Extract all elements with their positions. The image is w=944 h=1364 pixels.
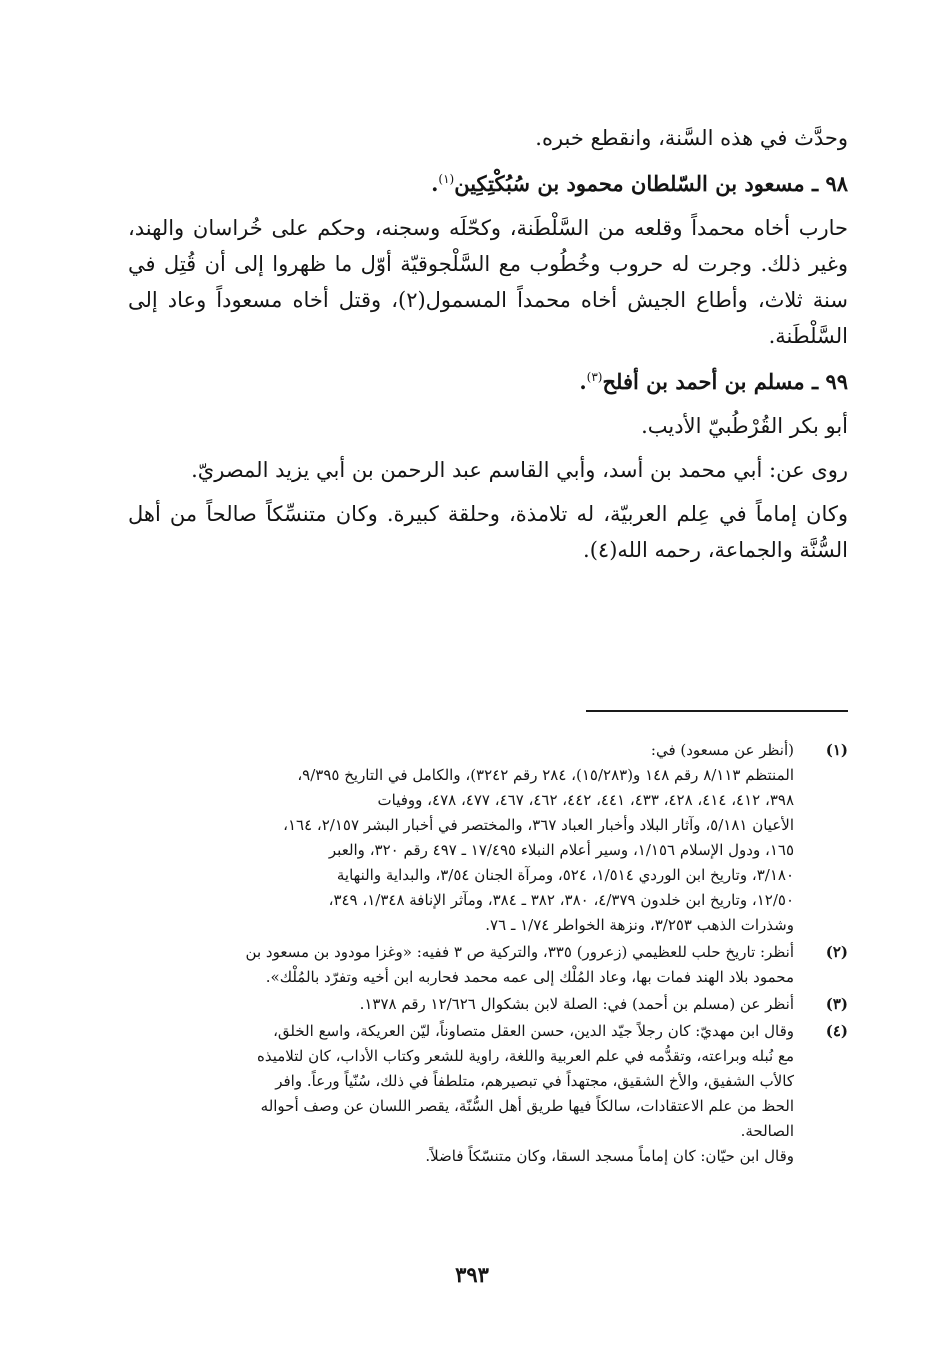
- entry-99-paragraph-3: وكان إماماً في عِلم العربيّة، له تلامذة، وحلقة كبيرة. وكان متنسِّكاً صالحاً من أهل السُّنَّة والجماعة، رحمه الله(٤).: [128, 502, 848, 562]
- footnote-line: الحظ من علم الاعتقادات، سالكاً فيها طريق أهل السُّنّة، يقصر اللسان عن وصف أحواله: [260, 1097, 794, 1115]
- footnote-1: [128, 738, 848, 938]
- main-text: [128, 120, 848, 576]
- footnote-number: (٣): [825, 995, 848, 1013]
- footnotes: [128, 738, 848, 1171]
- footnote-line: مع نُبله وبراعته، وتقدُّمه في علم العربية واللغة، راوية للشعر وكتاب الأداب، كان لتلاميذه: [256, 1047, 794, 1065]
- footnote-line: وقال ابن حيّان: كان إماماً مسجد السقا، وكان متنسّكاً فاضلاً.: [425, 1147, 794, 1165]
- footnote-line: كالأب الشفيق، والأخ الشقيق، مجتهداً في تبصيرهم، متلطفاً في ذلك، سُنّياً ورعاً. وافر: [275, 1072, 794, 1090]
- footnote-body: [128, 940, 794, 990]
- entry-98-paragraph: حارب أخاه محمداً وقلعه من السَّلْطَنة، وكحّلَه وسجنه، وحكم على خُراسان والهند، وغير ذلك. وجرت له حروب وخُطُوب مع السَّلْجوقيّة أوّل ما ظهروا إلى أن قُتِل في سنة ثلاث، وأطاع الجيش أخاه محمداً المسمول(٢)، وقتل أخاه مسعوداً وعاد إلى السَّلْطَنة.: [128, 216, 848, 348]
- opening-line: وحدَّث في هذه السَّنة، وانقطع خبره.: [535, 126, 848, 150]
- entry-98-title-text: ٩٨ ـ مسعود بن السّلطان محمود بن سُبُكْتِكِين: [454, 171, 848, 196]
- footnote-number: (٤): [825, 1022, 848, 1040]
- footnote-2: [128, 940, 848, 990]
- footnote-body: [128, 738, 794, 938]
- footnote-body: [128, 992, 794, 1017]
- entry-98-note-ref: (١): [438, 172, 455, 186]
- entry-99-title-text: ٩٩ ـ مسلم بن أحمد بن أفلح: [602, 369, 848, 394]
- footnote-3: [128, 992, 848, 1017]
- footnote-line: المنتظم ٨/١١٣ رقم ١٤٨ و(١٥/٢٨٣)، ٢٨٤ رقم ٣٢٤٢)، والكامل في التاريخ ٩/٣٩٥،: [297, 766, 794, 784]
- footnote-line: ٣/١٨٠، وتاريخ ابن الوردي ١/٥١٤، ٥٢٤، ومرآة الجنان ٣/٥٤، والبداية والنهاية: [336, 866, 794, 884]
- entry-98-title: ٩٨ ـ مسعود بن السّلطان محمود بن سُبُكْتِكِين$^{(١)}$.: [431, 171, 848, 196]
- footnote-line: الأعيان ٥/١٨١، وآثار البلاد وأخبار العباد ٣٦٧، والمختصر في أخبار البشر ٢/١٥٧، ١٦٤،: [283, 816, 794, 834]
- entry-99-paragraph-2: روى عن: أبي محمد بن أسد، وأبي القاسم عبد الرحمن بن أبي يزيد المصريّ.: [191, 458, 848, 482]
- footnote-line: ٣٩٨، ٤١٢، ٤١٤، ٤٢٨، ٤٣٣، ٤٤١، ٤٤٢، ٤٦٢، ٤٦٧، ٤٧٧، ٤٧٨، ووفيات: [377, 791, 794, 809]
- footnote-body: [128, 1019, 794, 1169]
- footnote-4: [128, 1019, 848, 1169]
- entry-99-note-ref: (٣): [586, 370, 603, 384]
- footnote-line: محمود بلاد الهند فمات بها، وعاد المُلْك إلى عمه محمد فحاربه ابن أخيه وتفرّد بالمُلْك».: [265, 968, 794, 986]
- footnote-line: أنظر عن (مسلم بن أحمد) في: الصلة لابن بشكوال ١٢/٦٢٦ رقم ١٣٧٨.: [359, 995, 794, 1013]
- footnote-number: (١): [825, 741, 848, 759]
- entry-99-paragraph-1: أبو بكر القُرْطُبيّ الأديب.: [641, 414, 848, 438]
- footnote-line: وشذرات الذهب ٣/٢٥٣، ونزهة الخواطر ١/٧٤ ـ ٧٦.: [485, 916, 794, 934]
- footnote-line: أنظر: تاريخ حلب للعظيمي (زعرور) ٣٣٥، والتركية ص ٣ ففيه: «وغزا مودود بن مسعود بن: [245, 943, 794, 961]
- footnote-separator: [586, 710, 848, 712]
- page-number: ٣٩٣: [455, 1262, 489, 1287]
- footnote-line: (أنظر عن مسعود) في:: [650, 741, 794, 759]
- footnote-line: ١٢/٥٠، وتاريخ ابن خلدون ٤/٣٧٩، ٣٨٠، ٣٨٢ ـ ٣٨٤، ومآثر الإنافة ١/٣٤٨، ٣٤٩،: [328, 891, 794, 909]
- footnote-line: ١٦٥، ودول الإسلام ١/١٥٦، وسير أعلام النبلاء ١٧/٤٩٥ ـ ٤٩٧ رقم ٣٢٠، والعبر: [328, 841, 794, 859]
- footnote-number: (٢): [825, 943, 848, 961]
- footnote-line: الصالحة.: [740, 1122, 794, 1140]
- entry-99-title: ٩٩ ـ مسلم بن أحمد بن أفلح$^{(٣)}$.: [579, 369, 848, 394]
- footnote-line: وقال ابن مهديّ: كان رجلاً جيّد الدين، حسن العقل متصاوناً، ليّن العريكة، واسع الخلق،: [273, 1022, 794, 1040]
